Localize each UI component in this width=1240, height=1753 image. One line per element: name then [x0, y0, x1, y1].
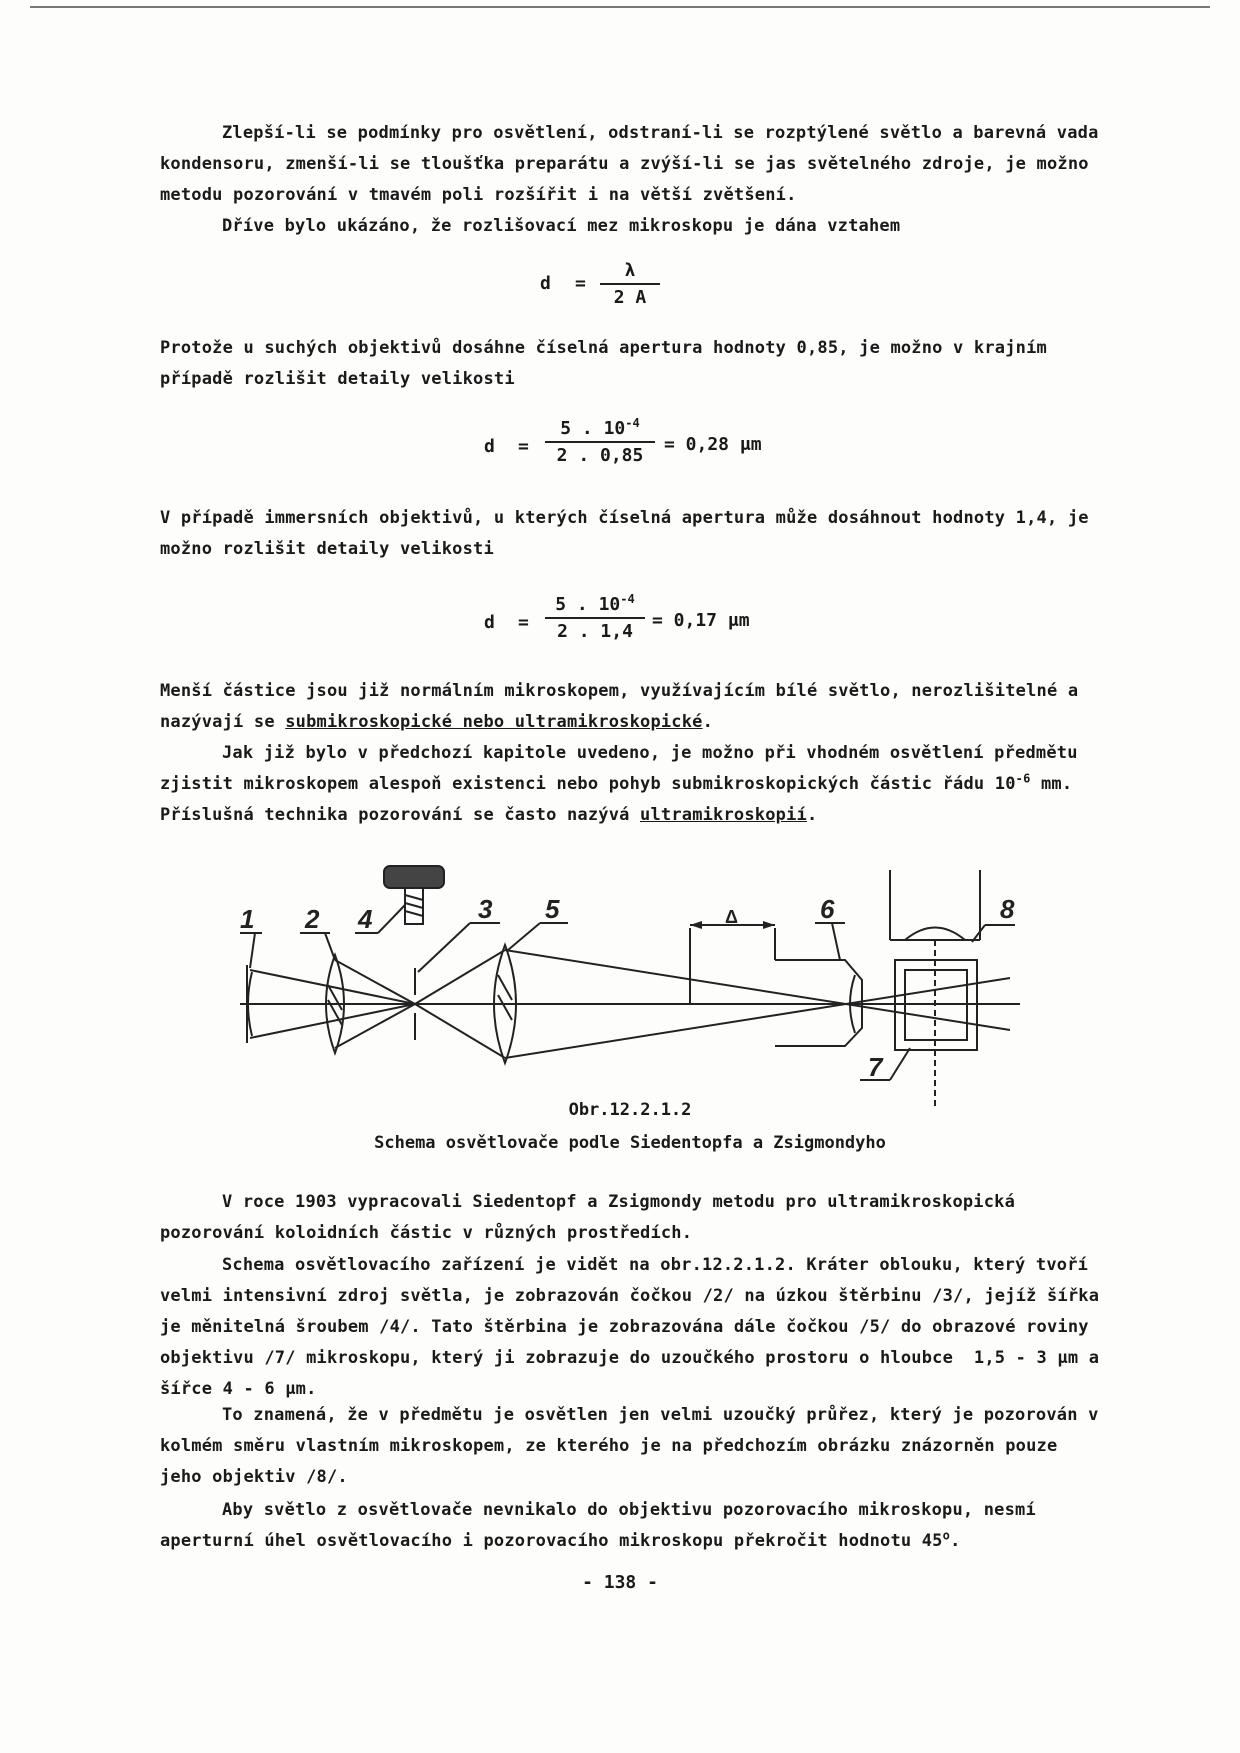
p6-end: .	[806, 805, 818, 825]
figure-label-3: 3	[478, 894, 493, 924]
ray	[415, 950, 505, 1004]
paragraph-6	[160, 738, 1100, 831]
paragraph-7: V roce 1903 vypracovali Siedentopf a Zsigmondy metodu pro ultramikroskopická pozorování koloidních částic v různých prostředích.	[160, 1192, 1026, 1243]
figure-label-5: 5	[545, 894, 560, 924]
eq3-num-exp: -4	[620, 592, 635, 606]
ray	[335, 1004, 415, 1048]
objective-8-lens	[905, 928, 965, 941]
figure-caption: Schema osvětlovače podle Siedentopfa a Zsigmondyho	[374, 1133, 886, 1153]
eq2-lhs: d	[484, 436, 495, 457]
eq2-num-base: 5 . 10	[560, 418, 626, 439]
figure-label-delta: Δ	[725, 907, 738, 927]
paragraph-5	[160, 676, 1100, 738]
ray	[415, 1004, 505, 1058]
eq3-equals: =	[518, 612, 529, 633]
p6-text-2: mm. Příslušná technika pozorování se často nazývá	[160, 774, 1083, 825]
delta-arrow-left	[690, 921, 702, 929]
figure-number: Obr.12.2.1.2	[568, 1100, 692, 1120]
p6-underlined-term: ultramikroskopií	[640, 805, 807, 825]
p10-degree: o	[942, 1528, 951, 1543]
eq2-numerator	[545, 418, 655, 443]
eq2-num-exp: -4	[625, 416, 640, 430]
figure-label-8: 8	[1000, 894, 1015, 924]
eq1-fraction	[600, 260, 660, 308]
top-border-line	[30, 6, 1210, 8]
eq1-numerator: λ	[600, 260, 660, 285]
eq1-lhs: d	[540, 273, 551, 294]
delta-arrow-right	[763, 921, 775, 929]
paragraph-3: Protože u suchých objektivů dosáhne číselná apertura hodnoty 0,85, je možno v krajním případě rozlišit detaily velikosti	[160, 338, 1058, 389]
leader-4	[378, 905, 405, 933]
eq2-fraction	[545, 418, 655, 466]
p5-underlined-term: submikroskopické nebo ultramikroskopické	[285, 712, 703, 732]
p6-exponent: -6	[1015, 771, 1031, 786]
leader-3	[418, 923, 470, 972]
figure-label-4: 4	[358, 904, 373, 934]
screw-4-head	[384, 866, 444, 888]
paragraph-8: Schema osvětlovacího zařízení je vidět na obr.12.2.1.2. Kráter oblouku, který tvoří velmi intensivní zdroj světla, je zobrazován čočkou /2/ na úzkou štěrbinu /3/, jejíž šířka je měnitelná šroubem /4/. Tato štěrbina je zobrazována dále čočkou /5/ do obrazové roviny objektivu /7/ mikroskopu, který ji zobrazuje do uzoučkého prostoru o hloubce 1,5 - 3 μm a šířce 4 - 6 μm.	[160, 1255, 1110, 1399]
p5-text: Menší částice jsou již normálním mikroskopem, využívajícím bílé světlo, nerozlišitelné a nazývají se	[160, 681, 1089, 732]
paragraph-4: V případě immersních objektivů, u kterých číselná apertura může dosáhnout hodnoty 1,4, je možno rozlišit detaily velikosti	[160, 508, 1100, 559]
eq3-result: = 0,17 μm	[652, 610, 750, 631]
eq3-num-base: 5 . 10	[555, 594, 621, 615]
page-number: - 138 -	[582, 1572, 658, 1593]
eq1-denominator: 2 A	[613, 287, 647, 308]
leader-5	[508, 923, 540, 950]
optical-schematic-figure	[0, 850, 1240, 1130]
figure-label-7: 7	[868, 1052, 883, 1082]
eq1-equals: =	[575, 273, 586, 294]
eq3-numerator	[545, 594, 645, 619]
eq2-equals: =	[518, 436, 529, 457]
eq2-denominator: 2 . 0,85	[556, 445, 644, 466]
leader-7	[890, 1048, 910, 1080]
p10-text: Aby světlo z osvětlovače nevnikalo do objektivu pozorovacího mikroskopu, nesmí aperturní úhel osvětlovacího i pozorovacího mikroskopu překročit hodnotu 45	[160, 1500, 1047, 1551]
leader-1	[250, 933, 255, 968]
lens-hatch	[498, 995, 512, 1020]
ray	[250, 970, 415, 1004]
leader-6	[832, 923, 840, 960]
eq3-denominator: 2 . 1,4	[557, 621, 633, 642]
paragraph-9: To znamená, že v předmětu je osvětlen jen velmi uzoučký průřez, který je pozorován v kolmém směru vlastním mikroskopem, ze kterého je na předchozím obrázku znázorněn pouze jeho objektiv /8/.	[160, 1405, 1109, 1487]
ray	[335, 960, 415, 1004]
eq3-lhs: d	[484, 612, 495, 633]
lens-hatch	[498, 975, 512, 1000]
p6-text: Jak již bylo v předchozí kapitole uvedeno, je možno při vhodném osvětlení předmětu zjistit mikroskopem alespoň existenci nebo pohyb submikroskopických částic řádu 10	[160, 743, 1089, 794]
p10-end: .	[950, 1531, 961, 1551]
figure-label-6: 6	[820, 894, 835, 924]
figure-label-1: 1	[240, 904, 255, 934]
paragraph-10	[160, 1495, 1100, 1557]
eq3-fraction	[545, 594, 645, 642]
paragraph-2: Dříve bylo ukázáno, že rozlišovací mez mikroskopu je dána vztahem	[222, 216, 901, 236]
p5-end: .	[702, 712, 714, 732]
figure-label-2: 2	[305, 904, 320, 934]
paragraph-1: Zlepší-li se podmínky pro osvětlení, odstraní-li se rozptýlené světlo a barevná vada kondensoru, zmenší-li se tloušťka preparátu a zvýší-li se jas světelného zdroje, je možno metodu pozorování v tmavém poli rozšířit i na větší zvětšení.	[160, 123, 1109, 205]
leader-2	[325, 933, 335, 960]
eq2-result: = 0,28 μm	[664, 434, 762, 455]
